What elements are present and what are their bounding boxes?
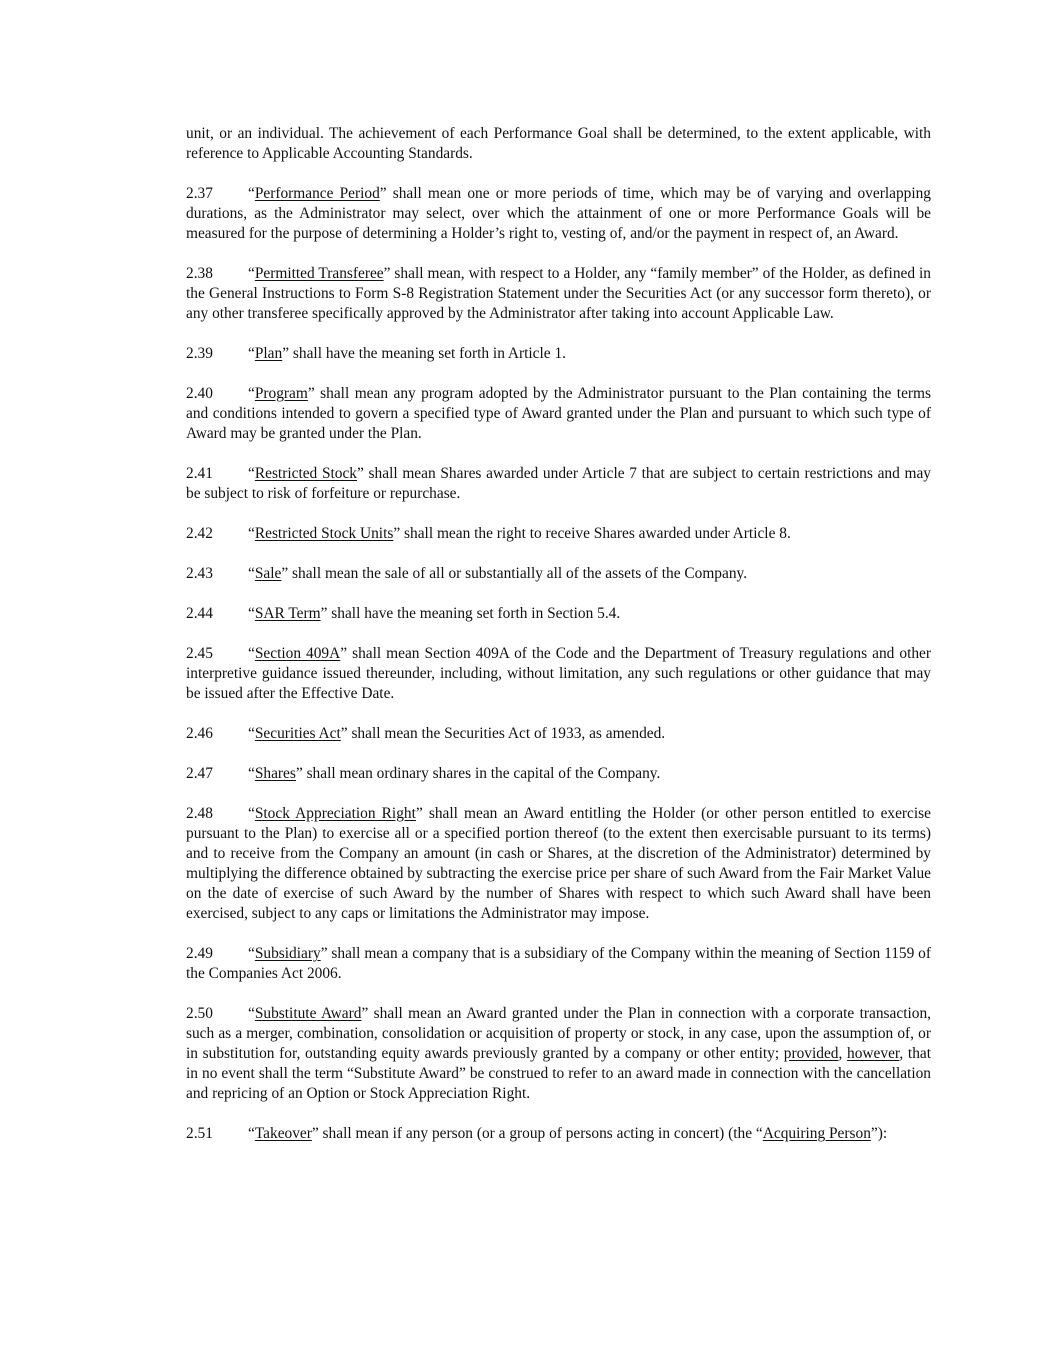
defined-term: Program (254, 385, 308, 402)
defined-term: Plan (254, 345, 283, 362)
defined-term: Subsidiary (254, 945, 321, 962)
section-number: 2.47 (186, 765, 213, 782)
definition-2-42: 2.42 “Restricted Stock Units” shall mean the right to receive Shares awarded under Article 8. (186, 525, 791, 542)
defined-term: Substitute Award (254, 1005, 362, 1022)
section-number: 2.46 (186, 725, 213, 742)
definition-2-51: 2.51 “Takeover” shall mean if any person (or a group of persons acting in concert) (the “Acquiring Person”): (186, 1125, 888, 1142)
definition-text-separator: , (838, 1045, 848, 1062)
definition-text: ” shall mean an Award entitling the Holder (or other person entitled to exercise pursuant to the Plan) to exercise all or a specified portion thereof (to the extent then exercisable pursuant to its terms) and to receive from the Company an amount (in cash or Shares, at the discretion of the Administrator) determined by multiplying the difference obtained by subtracting the exercise price per share of such Award from the Fair Market Value on the date of exercise of such Award by the number of Shares with respect to which such Award shall have been exercised, subject to any caps or limitations the Administrator may impose. (186, 805, 931, 922)
section-number: 2.48 (186, 805, 213, 822)
definition-2-38: 2.38 “Permitted Transferee” shall mean, with respect to a Holder, any “family member” of the Holder, as defined in the General Instructions to Form S-8 Registration Statement under the Securities Act (or any successor form thereto), or any other transferee specifically approved by the Administrator after taking into account Applicable Law. (186, 265, 931, 322)
section-number: 2.45 (186, 645, 213, 662)
defined-term: Permitted Transferee (254, 265, 384, 282)
emphasis-provided: provided (783, 1045, 839, 1062)
definition-2-45: 2.45 “Section 409A” shall mean Section 409A of the Code and the Department of Treasury regulations and other interpretive guidance issued thereunder, including, without limitation, any such regulations or other guidance that may be issued after the Effective Date. (186, 645, 931, 702)
definition-2-49: 2.49 “Subsidiary” shall mean a company that is a subsidiary of the Company within the meaning of Section 1159 of the Companies Act 2006. (186, 945, 931, 982)
definition-text: ” shall mean, with respect to a Holder, any “family member” of the Holder, as defined in the General Instructions to Form S-8 Registration Statement under the Securities Act (or any successor form thereto), or any other transferee specifically approved by the Administrator after taking into account Applicable Law. (186, 265, 931, 322)
definition-text: ” shall mean the Securities Act of 1933, as amended. (340, 725, 666, 742)
section-number: 2.38 (186, 265, 213, 282)
section-number: 2.37 (186, 185, 213, 202)
defined-term: Performance Period (254, 185, 380, 202)
section-number: 2.50 (186, 1005, 213, 1022)
section-number: 2.42 (186, 525, 213, 542)
definition-text: ” shall have the meaning set forth in Section 5.4. (320, 605, 621, 622)
defined-term: Restricted Stock (254, 465, 358, 482)
section-number: 2.39 (186, 345, 213, 362)
section-number: 2.44 (186, 605, 213, 622)
defined-term: Sale (254, 565, 282, 582)
definition-text-continued: , that in no event shall the term “Substitute Award” be construed to refer to an award made in connection with the cancellation and repricing of an Option or Stock Appreciation Right. (186, 1045, 932, 1102)
defined-term-secondary: Acquiring Person (762, 1125, 871, 1142)
definition-text: ” shall mean a company that is a subsidiary of the Company within the meaning of Section 1159 of the Companies Act 2006. (186, 945, 931, 982)
definition-2-48: 2.48 “Stock Appreciation Right” shall mean an Award entitling the Holder (or other person entitled to exercise pursuant to the Plan) to exercise all or a specified portion thereof (to the extent then exercisable pursuant to its terms) and to receive from the Company an amount (in cash or Shares, at the discretion of the Administrator) determined by multiplying the difference obtained by subtracting the exercise price per share of such Award from the Fair Market Value on the date of exercise of such Award by the number of Shares with respect to which such Award shall have been exercised, subject to any caps or limitations the Administrator may impose. (186, 805, 931, 922)
defined-term: Stock Appreciation Right (254, 805, 416, 822)
definition-2-43: 2.43 “Sale” shall mean the sale of all or substantially all of the assets of the Company. (186, 565, 748, 582)
definition-2-50: 2.50 “Substitute Award” shall mean an Award granted under the Plan in connection with a corporate transaction, such as a merger, combination, consolidation or acquisition of property or stock, in any case, upon the assumption of, or in substitution for, outstanding equity awards previously granted by a company or other entity; provided, however, that in no event shall the term “Substitute Award” be construed to refer to an award made in connection with the cancellation and repricing of an Option or Stock Appreciation Right. (186, 1005, 932, 1102)
definition-text: ” shall mean ordinary shares in the capital of the Company. (295, 765, 661, 782)
emphasis-however: however (847, 1045, 900, 1062)
document-page (186, 124, 931, 1164)
section-number: 2.41 (186, 465, 213, 482)
paragraph-continuation (186, 124, 931, 164)
definition-text: ” shall mean any program adopted by the Administrator pursuant to the Plan containing the terms and conditions intended to govern a specified type of Award granted under the Plan and pursuant to which such type of Award may be granted under the Plan. (186, 385, 931, 442)
definition-text: ” shall mean if any person (or a group of persons acting in concert) (the “ (311, 1125, 763, 1142)
defined-term: Takeover (254, 1125, 312, 1142)
definition-2-39: 2.39 “Plan” shall have the meaning set forth in Article 1. (186, 345, 567, 362)
section-number: 2.51 (186, 1125, 213, 1142)
defined-term: Restricted Stock Units (254, 525, 394, 542)
definition-2-41: 2.41 “Restricted Stock” shall mean Shares awarded under Article 7 that are subject to certain restrictions and may be subject to risk of forfeiture or repurchase. (186, 465, 931, 502)
definition-text: ” shall mean an Award granted under the Plan in connection with a corporate transaction, such as a merger, combination, consolidation or acquisition of property or stock, in any case, upon the assumption of, or in substitution for, outstanding equity awards previously granted by a company or other entity; (186, 1005, 931, 1062)
definition-text-continued: ”): (870, 1125, 888, 1142)
defined-term: SAR Term (254, 605, 321, 622)
definition-text: ” shall mean one or more periods of time, which may be of varying and overlapping durations, as the Administrator may select, over which the attainment of one or more Performance Goals will be measured for the purpose of determining a Holder’s right to, vesting of, and/or the payment in respect of, an Award. (186, 185, 931, 242)
definition-2-40: 2.40 “Program” shall mean any program adopted by the Administrator pursuant to the Plan containing the terms and conditions intended to govern a specified type of Award granted under the Plan and pursuant to which such type of Award may be granted under the Plan. (186, 385, 931, 442)
defined-term: Shares (254, 765, 296, 782)
definition-text: ” shall mean the right to receive Shares awarded under Article 8. (393, 525, 791, 542)
section-number: 2.43 (186, 565, 213, 582)
definition-text: ” shall mean Shares awarded under Article 7 that are subject to certain restrictions and may be subject to risk of forfeiture or repurchase. (186, 465, 931, 502)
definition-text: ” shall mean Section 409A of the Code and the Department of Treasury regulations and other interpretive guidance issued thereunder, including, without limitation, any such regulations or other guidance that may be issued after the Effective Date. (186, 645, 931, 702)
definition-2-37: 2.37 “Performance Period” shall mean one or more periods of time, which may be of varying and overlapping durations, as the Administrator may select, over which the attainment of one or more Performance Goals will be measured for the purpose of determining a Holder’s right to, vesting of, and/or the payment in respect of, an Award. (186, 185, 931, 242)
definition-2-46: 2.46 “Securities Act” shall mean the Securities Act of 1933, as amended. (186, 725, 666, 742)
definition-text: ” shall mean the sale of all or substantially all of the assets of the Company. (281, 565, 748, 582)
section-number: 2.40 (186, 385, 213, 402)
paragraph-text: unit, or an individual. The achievement of each Performance Goal shall be determined, to the extent applicable, with reference to Applicable Accounting Standards. (186, 125, 931, 162)
defined-term: Section 409A (254, 645, 341, 662)
definition-2-44: 2.44 “SAR Term” shall have the meaning set forth in Section 5.4. (186, 605, 621, 622)
section-number: 2.49 (186, 945, 213, 962)
definition-text: ” shall have the meaning set forth in Article 1. (282, 345, 567, 362)
defined-term: Securities Act (254, 725, 341, 742)
definition-2-47: 2.47 “Shares” shall mean ordinary shares in the capital of the Company. (186, 765, 661, 782)
